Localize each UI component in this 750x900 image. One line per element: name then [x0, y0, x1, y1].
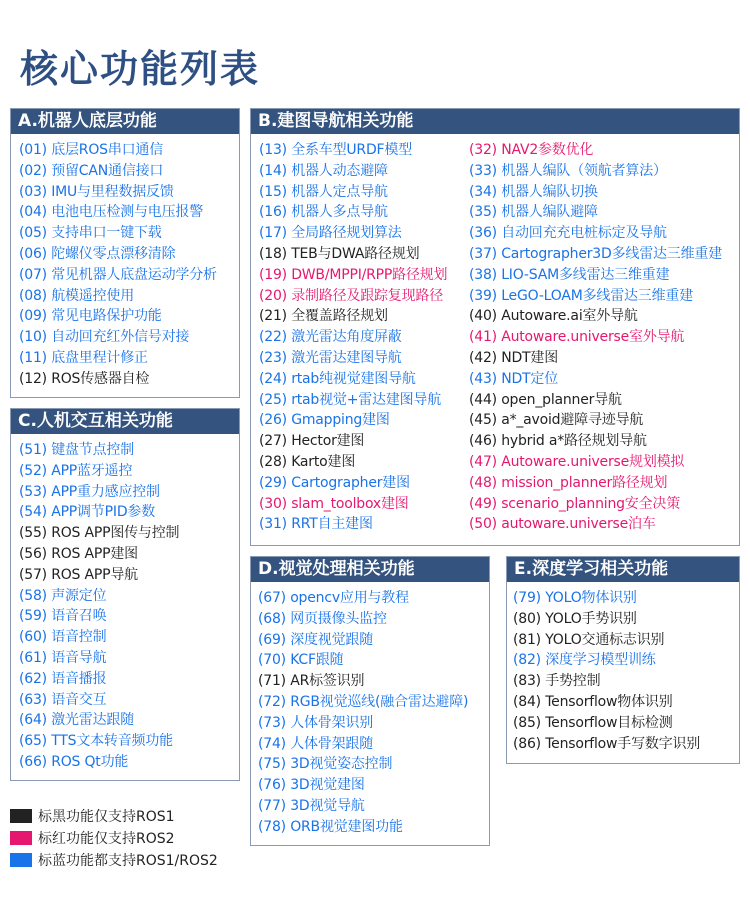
- feature-item: (23) 激光雷达建图导航: [259, 349, 402, 366]
- panel-header: B.建图导航相关功能: [251, 109, 739, 134]
- feature-item: (52) APP蓝牙遥控: [19, 462, 133, 479]
- feature-item: (43) NDT定位: [469, 370, 558, 387]
- feature-item: (59) 语音召唤: [19, 608, 107, 625]
- feature-item: (34) 机器人编队切换: [469, 183, 598, 200]
- feature-item: (60) 语音控制: [19, 629, 107, 646]
- feature-item: (09) 常见电路保护功能: [19, 308, 162, 325]
- feature-item: (58) 声源定位: [19, 587, 107, 604]
- feature-list: [11, 134, 239, 390]
- feature-item: (03) IMU与里程数据反馈: [19, 183, 174, 200]
- feature-item: (67) opencv应用与教程: [258, 590, 409, 606]
- feature-item: (26) Gmapping建图: [259, 412, 390, 429]
- legend-swatch: [10, 853, 32, 867]
- legend-label: 标蓝功能都支持ROS1/ROS2: [38, 853, 218, 869]
- feature-item: (42) NDT建图: [469, 349, 558, 366]
- feature-item: (74) 人体骨架跟随: [258, 735, 373, 752]
- feature-item: (79) YOLO物体识别: [513, 590, 637, 606]
- panel-header: A.机器人底层功能: [11, 109, 239, 134]
- feature-item: (28) Karto建图: [259, 453, 356, 470]
- feature-item: (29) Cartographer建图: [259, 474, 410, 491]
- feature-item: (06) 陀螺仪零点漂移清除: [19, 245, 176, 262]
- feature-item: (41) Autoware.universe室外导航: [469, 329, 685, 346]
- feature-item: (40) Autoware.ai室外导航: [469, 308, 638, 325]
- legend-swatch: [10, 831, 32, 845]
- feature-item: (81) YOLO交通标志识别: [513, 631, 665, 648]
- feature-item: (80) YOLO手势识别: [513, 610, 637, 627]
- feature-item: (46) hybrid a*路径规划导航: [469, 433, 647, 450]
- feature-item: (21) 全覆盖路径规划: [259, 308, 388, 325]
- feature-item: (78) ORB视觉建图功能: [258, 818, 403, 835]
- feature-item: (22) 激光雷达角度屏蔽: [259, 329, 402, 346]
- feature-item: (20) 录制路径及跟踪复现路径: [259, 287, 443, 304]
- feature-column: [513, 588, 739, 754]
- feature-item: (04) 电池电压检测与电压报警: [19, 204, 203, 221]
- panel-human-interaction: [10, 408, 240, 781]
- feature-item: (54) APP调节PID参数: [19, 504, 156, 521]
- legend-entry: [10, 827, 218, 849]
- feature-item: (24) rtab纯视觉建图导航: [259, 370, 416, 387]
- feature-item: (07) 常见机器人底盘运动学分析: [19, 266, 217, 283]
- feature-item: (01) 底层ROS串口通信: [19, 142, 164, 158]
- feature-column: [259, 140, 447, 535]
- feature-item: (08) 航模遥控使用: [19, 287, 134, 304]
- feature-item: (38) LIO-SAM多线雷达三维重建: [469, 266, 670, 283]
- feature-item: (83) 手势控制: [513, 673, 601, 690]
- feature-item: (12) ROS传感器自检: [19, 370, 150, 387]
- feature-item: (82) 深度学习模型训练: [513, 652, 656, 669]
- feature-item: (84) Tensorflow物体识别: [513, 693, 673, 710]
- feature-item: (57) ROS APP导航: [19, 566, 138, 583]
- feature-item: (37) Cartographer3D多线雷达三维重建: [469, 245, 722, 262]
- feature-item: (85) Tensorflow目标检测: [513, 714, 673, 731]
- panel-header: C.人机交互相关功能: [11, 409, 239, 434]
- feature-item: (68) 网页摄像头监控: [258, 610, 387, 627]
- feature-item: (35) 机器人编队避障: [469, 204, 598, 221]
- feature-item: (65) TTS文本转音频功能: [19, 733, 173, 750]
- feature-column: [19, 440, 239, 773]
- legend-entry: [10, 849, 218, 871]
- feature-item: (27) Hector建图: [259, 433, 365, 450]
- panel-deep-learning: [506, 556, 740, 764]
- feature-item: (45) a*_avoid避障寻迹导航: [469, 412, 644, 429]
- feature-item: (16) 机器人多点导航: [259, 204, 388, 221]
- feature-item: (53) APP重力感应控制: [19, 483, 160, 500]
- panel-header: E.深度学习相关功能: [507, 557, 739, 582]
- feature-item: (17) 全局路径规划算法: [259, 225, 402, 242]
- feature-item: (18) TEB与DWA路径规划: [259, 245, 420, 262]
- feature-item: (71) AR标签识别: [258, 673, 365, 690]
- feature-item: (76) 3D视觉建图: [258, 777, 365, 794]
- feature-item: (72) RGB视觉巡线(融合雷达避障): [258, 693, 469, 710]
- feature-item: (55) ROS APP图传与控制: [19, 525, 180, 542]
- feature-item: (69) 深度视觉跟随: [258, 631, 373, 648]
- feature-column: [258, 588, 489, 838]
- feature-item: (73) 人体骨架识别: [258, 714, 373, 731]
- feature-item: (05) 支持串口一键下载: [19, 225, 162, 242]
- feature-item: (56) ROS APP建图: [19, 545, 138, 562]
- feature-column: [19, 140, 239, 390]
- feature-item: (32) NAV2参数优化: [469, 142, 594, 158]
- feature-item: (25) rtab视觉+雷达建图导航: [259, 391, 442, 408]
- legend-label: 标红功能仅支持ROS2: [38, 831, 175, 847]
- feature-item: (61) 语音导航: [19, 649, 107, 666]
- feature-item: (75) 3D视觉姿态控制: [258, 756, 393, 773]
- panel-vision-processing: [250, 556, 490, 846]
- panel-robot-base: [10, 108, 240, 398]
- legend-entry: [10, 805, 218, 827]
- feature-item: (47) Autoware.universe规划模拟: [469, 453, 685, 470]
- feature-item: (30) slam_toolbox建图: [259, 495, 409, 512]
- feature-item: (64) 激光雷达跟随: [19, 712, 134, 729]
- feature-item: (62) 语音播报: [19, 670, 107, 687]
- feature-item: (14) 机器人动态避障: [259, 162, 388, 179]
- legend-swatch: [10, 809, 32, 823]
- feature-list: [11, 434, 239, 773]
- feature-list: [507, 582, 739, 754]
- color-legend: [10, 805, 218, 871]
- feature-item: (86) Tensorflow手写数字识别: [513, 735, 701, 752]
- feature-item: (19) DWB/MPPI/RPP路径规划: [259, 266, 448, 283]
- panel-mapping-navigation: [250, 108, 740, 546]
- legend-label: 标黑功能仅支持ROS1: [38, 809, 175, 825]
- feature-column: [469, 140, 722, 535]
- feature-item: (50) autoware.universe泊车: [469, 516, 656, 533]
- feature-item: (13) 全系车型URDF模型: [259, 142, 412, 158]
- feature-item: (10) 自动回充红外信号对接: [19, 329, 190, 346]
- feature-item: (44) open_planner导航: [469, 391, 622, 408]
- feature-item: (02) 预留CAN通信接口: [19, 162, 164, 179]
- feature-item: (77) 3D视觉导航: [258, 797, 365, 814]
- feature-item: (15) 机器人定点导航: [259, 183, 388, 200]
- feature-item: (63) 语音交互: [19, 691, 107, 708]
- feature-item: (51) 键盘节点控制: [19, 442, 134, 458]
- feature-item: (49) scenario_planning安全决策: [469, 495, 681, 512]
- page-title: 核心功能列表: [20, 47, 261, 91]
- feature-list: [251, 582, 489, 838]
- feature-item: (66) ROS Qt功能: [19, 753, 129, 770]
- feature-item: (70) KCF跟随: [258, 652, 344, 669]
- feature-item: (36) 自动回充充电桩标定及导航: [469, 225, 667, 242]
- feature-list: [251, 134, 739, 534]
- feature-item: (11) 底盘里程计修正: [19, 349, 148, 366]
- feature-item: (39) LeGO-LOAM多线雷达三维重建: [469, 287, 693, 304]
- feature-item: (33) 机器人编队（领航者算法）: [469, 162, 667, 179]
- feature-item: (48) mission_planner路径规划: [469, 474, 668, 491]
- panel-header: D.视觉处理相关功能: [251, 557, 489, 582]
- feature-item: (31) RRT自主建图: [259, 516, 373, 533]
